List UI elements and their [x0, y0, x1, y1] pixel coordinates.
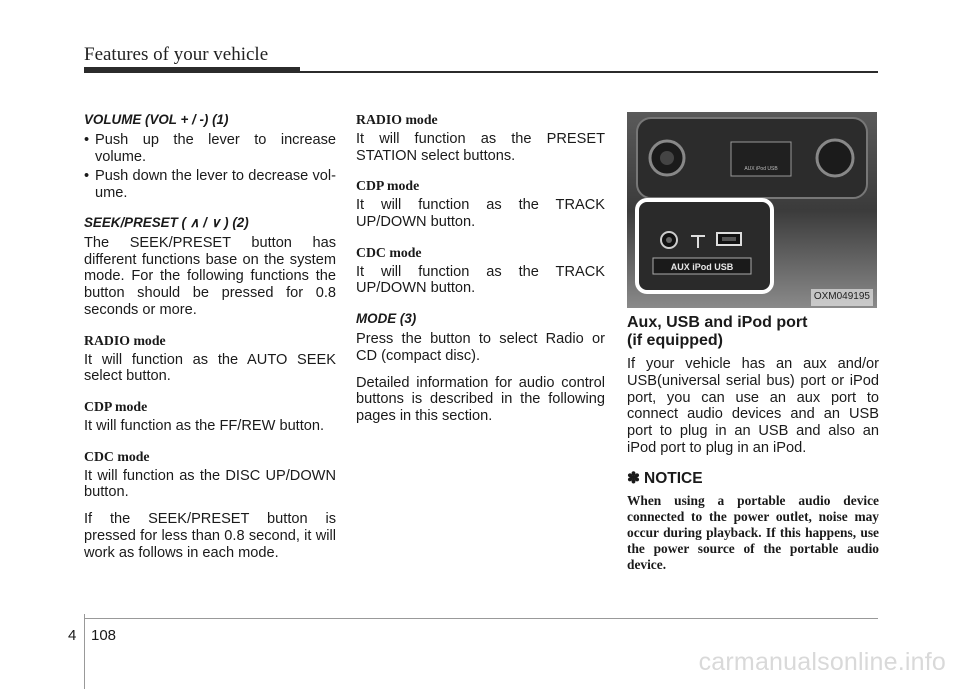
chapter-number: 4 [68, 627, 77, 644]
aux-usb-ipod-photo [627, 112, 877, 308]
column-3 [627, 112, 879, 573]
port-zoom-inset [637, 200, 772, 292]
cdp-mode-text: It will function as the FF/REW button. [84, 417, 325, 434]
radio-mode-text-2: It will function as the PRESET STATION select buttons. [356, 130, 605, 164]
cdc-mode-text: It will function as the DISC UP/DOWN button. [84, 467, 336, 501]
cdp-mode-heading: CDP mode [84, 399, 148, 415]
page-number: 108 [91, 627, 117, 644]
header-accent-bar [84, 67, 300, 73]
cdc-mode-heading: CDC mode [84, 448, 150, 464]
column-2 [356, 112, 605, 425]
aux-usb-section-title [627, 314, 879, 350]
short-press-text: If the SEEK/PRESET button is pressed for less than 0.8 second, it will work as follows in each mode. [84, 511, 336, 561]
volume-bullet-1: • Push up the lever to increase volume. [84, 132, 336, 166]
cdc-mode-heading-2: CDC mode [356, 244, 422, 260]
volume-bullets [84, 132, 336, 202]
seek-preset-text: The SEEK/PRESET button has different functions base on the system mode. For the following functions the button should be pressed for 0.8 seconds or more. [84, 234, 336, 318]
mode-text: Press the button to select Radio or CD (compact disc). [356, 330, 605, 364]
console-illustration [627, 112, 877, 308]
section-title-line-2: (if equipped) [627, 332, 723, 349]
detail-text: Detailed information for audio control buttons is described in the following pages in this section. [356, 374, 605, 425]
page-header-title: Features of your vehicle [84, 44, 269, 65]
volume-heading: VOLUME (VOL + / -) (1) [84, 112, 229, 127]
notice-star-icon: ✽ [627, 469, 640, 487]
footer-horizontal-rule [84, 618, 878, 619]
cdp-mode-text-2: It will function as the TRACK UP/DOWN button. [356, 197, 605, 230]
cdc-mode-text-2: It will function as the TRACK UP/DOWN button. [356, 263, 605, 297]
watermark: carmanualsonline.info [698, 648, 946, 676]
aux-usb-section-text: If your vehicle has an aux and/or USB(universal serial bus) port or iPod port, you can use an aux port to connect audio devices and an USB port to plug in an USB and also an iPod port to plug in an iPod. [627, 356, 879, 456]
notice-text: When using a portable audio device connected to the power outlet, noise may occur during playback. If this happens, use the power source of the portable audio device. [627, 492, 879, 572]
small-port-label: AUX iPod USB [744, 166, 778, 172]
notice-label: NOTICE [644, 469, 703, 487]
radio-mode-text: It will function as the AUTO SEEK select button. [84, 351, 336, 385]
footer-vertical-rule [84, 614, 85, 689]
radio-mode-heading: RADIO mode [84, 332, 166, 348]
seek-preset-heading: SEEK/PRESET ( ∧ / ∨ ) (2) [84, 214, 249, 230]
figure-caption: OXM049195 [811, 289, 873, 306]
power-outlet-icon [817, 140, 853, 176]
notice-heading [627, 471, 879, 488]
section-title-line-1: Aux, USB and iPod port [627, 314, 808, 331]
header-rule [300, 71, 878, 73]
column-1 [84, 112, 336, 562]
port-label: AUX iPod USB [670, 262, 734, 272]
mode-heading: MODE (3) [356, 311, 417, 327]
radio-mode-heading-2: RADIO mode [356, 112, 438, 127]
volume-bullet-2: • Push down the lever to decrease vol-ume. [84, 168, 336, 202]
cdp-mode-heading-2: CDP mode [356, 178, 420, 194]
